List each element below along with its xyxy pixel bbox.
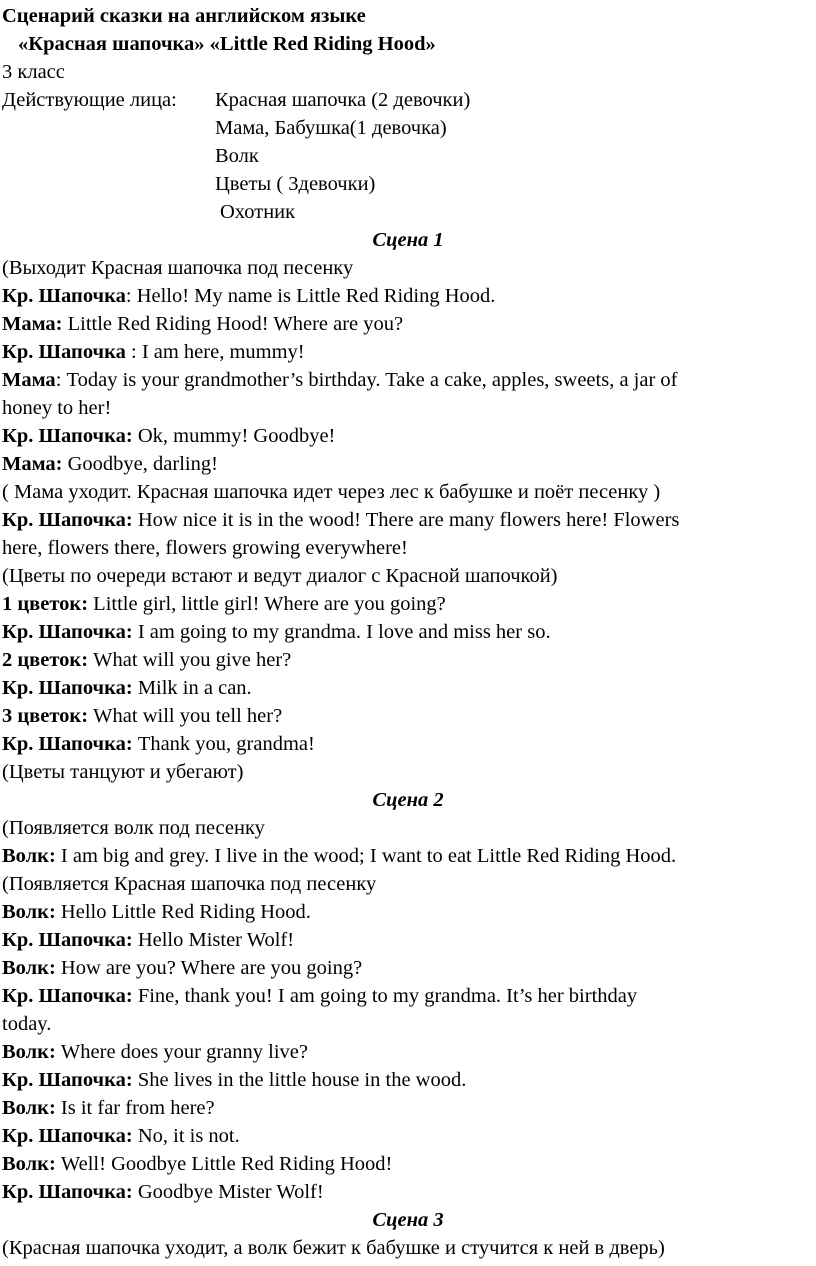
dialogue-text: What will you give her? (93, 649, 292, 671)
dialogue-line (2, 926, 294, 954)
speaker-separator: : (55, 369, 67, 391)
cast-role: Волк (215, 145, 259, 167)
speaker-name: Мама: (2, 453, 63, 475)
dialogue-line (2, 1038, 308, 1066)
speaker-name: 1 цветок: (2, 593, 89, 615)
dialogue-line (2, 982, 637, 1010)
dialogue-text: Little girl, little girl! Where are you going? (93, 593, 446, 615)
dialogue-text: Goodbye, darling! (67, 453, 218, 475)
dialogue-text: Little Red Riding Hood! Where are you? (67, 313, 404, 335)
speaker-name: Волк: (2, 1153, 56, 1175)
dialogue-text: She lives in the little house in the wood. (137, 1069, 467, 1091)
dialogue-line (2, 310, 403, 338)
stage-direction: (Цветы танцуют и убегают) (2, 761, 244, 783)
stage-direction: (Красная шапочка уходит, а волк бежит к бабушке и стучится к ней в дверь) (2, 1237, 665, 1259)
speaker-name: Мама: (2, 313, 63, 335)
dialogue-text: Is it far from here? (60, 1097, 215, 1119)
stage-direction: ( Мама уходит. Красная шапочка идет через лес к бабушке и поёт песенку ) (2, 481, 661, 503)
dialogue-line (2, 1094, 215, 1122)
stage-direction: (Появляется волк под песенку (2, 817, 265, 839)
speaker-separator: : (125, 341, 142, 363)
speaker-name: Волк: (2, 901, 56, 923)
dialogue-line (2, 618, 551, 646)
speaker-name: Кр. Шапочка: (2, 1069, 133, 1091)
dialogue-text: Hello! My name is Little Red Riding Hood. (136, 285, 496, 307)
stage-direction: (Выходит Красная шапочка под песенку (2, 257, 354, 279)
dialogue-line (2, 422, 335, 450)
speaker-name: Кр. Шапочка: (2, 1181, 133, 1203)
dialogue-text: Hello Mister Wolf! (137, 929, 295, 951)
dialogue-text: How nice it is in the wood! There are many flowers here! Flowers (137, 509, 680, 531)
speaker-name: Мама (2, 369, 56, 391)
stage-direction: here, flowers there, flowers growing everywhere! (2, 537, 408, 559)
dialogue-line (2, 282, 495, 310)
speaker-name: Кр. Шапочка (2, 341, 126, 363)
cast-role: Цветы ( 3девочки) (215, 173, 376, 195)
speaker-name: Кр. Шапочка: (2, 509, 133, 531)
dialogue-text: What will you tell her? (93, 705, 283, 727)
dialogue-text: I am here, mummy! (141, 341, 305, 363)
dialogue-line (2, 730, 315, 758)
speaker-name: Кр. Шапочка: (2, 929, 133, 951)
scene-heading: Сцена 2 (372, 789, 444, 811)
speaker-name: Кр. Шапочка: (2, 985, 133, 1007)
dialogue-line (2, 702, 282, 730)
dialogue-text: No, it is not. (137, 1125, 240, 1147)
dialogue-line (2, 1066, 466, 1094)
dialogue-line (2, 1122, 240, 1150)
dialogue-line (2, 1178, 324, 1206)
stage-direction: honey to her! (2, 397, 112, 419)
grade-label: 3 класс (2, 61, 65, 83)
cast-role: Красная шапочка (2 девочки) (215, 89, 471, 111)
speaker-separator: : (125, 285, 137, 307)
cast-label: Действующие лица: (2, 89, 177, 111)
speaker-name: 3 цветок: (2, 705, 89, 727)
dialogue-line (2, 590, 446, 618)
stage-direction: today. (2, 1013, 52, 1035)
stage-direction: (Появляется Красная шапочка под песенку (2, 873, 377, 895)
dialogue-line (2, 842, 676, 870)
dialogue-text: Today is your grandmother’s birthday. Take a cake, apples, sweets, a jar of (66, 369, 678, 391)
dialogue-text: Ok, mummy! Goodbye! (137, 425, 336, 447)
dialogue-text: Well! Goodbye Little Red Riding Hood! (60, 1153, 393, 1175)
scene-heading: Сцена 1 (372, 229, 444, 251)
scene-heading: Сцена 3 (372, 1209, 444, 1231)
speaker-name: Кр. Шапочка: (2, 621, 133, 643)
cast-role: Охотник (220, 201, 296, 223)
speaker-name: Волк: (2, 1097, 56, 1119)
dialogue-text: How are you? Where are you going? (60, 957, 363, 979)
dialogue-line (2, 338, 305, 366)
dialogue-text: Where does your granny live? (60, 1041, 308, 1063)
dialogue-text: I am going to my grandma. I love and miss her so. (137, 621, 551, 643)
dialogue-line (2, 954, 362, 982)
dialogue-line (2, 646, 291, 674)
stage-direction: (Цветы по очереди встают и ведут диалог с Красной шапочкой) (2, 565, 558, 587)
dialogue-line (2, 450, 218, 478)
speaker-name: Волк: (2, 957, 56, 979)
dialogue-line (2, 898, 311, 926)
dialogue-text: I am big and grey. I live in the wood; I want to eat Little Red Riding Hood. (60, 845, 677, 867)
dialogue-line (2, 366, 678, 394)
dialogue-text: Milk in a can. (137, 677, 252, 699)
speaker-name: Кр. Шапочка: (2, 733, 133, 755)
speaker-name: Кр. Шапочка: (2, 677, 133, 699)
speaker-name: 2 цветок: (2, 649, 89, 671)
cast-role: Мама, Бабушка(1 девочка) (215, 117, 447, 139)
dialogue-line (2, 674, 252, 702)
document-title: Сценарий сказки на английском языке (2, 5, 366, 27)
speaker-name: Волк: (2, 1041, 56, 1063)
speaker-name: Кр. Шапочка: (2, 1125, 133, 1147)
dialogue-line (2, 506, 679, 534)
dialogue-text: Hello Little Red Riding Hood. (60, 901, 311, 923)
speaker-name: Волк: (2, 845, 56, 867)
dialogue-text: Thank you, grandma! (137, 733, 315, 755)
speaker-name: Кр. Шапочка (2, 285, 126, 307)
dialogue-line (2, 1150, 392, 1178)
document-subtitle: «Красная шапочка» «Little Red Riding Hood» (18, 33, 436, 55)
speaker-name: Кр. Шапочка: (2, 425, 133, 447)
dialogue-text: Goodbye Mister Wolf! (137, 1181, 324, 1203)
dialogue-text: Fine, thank you! I am going to my grandma. It’s her birthday (137, 985, 638, 1007)
